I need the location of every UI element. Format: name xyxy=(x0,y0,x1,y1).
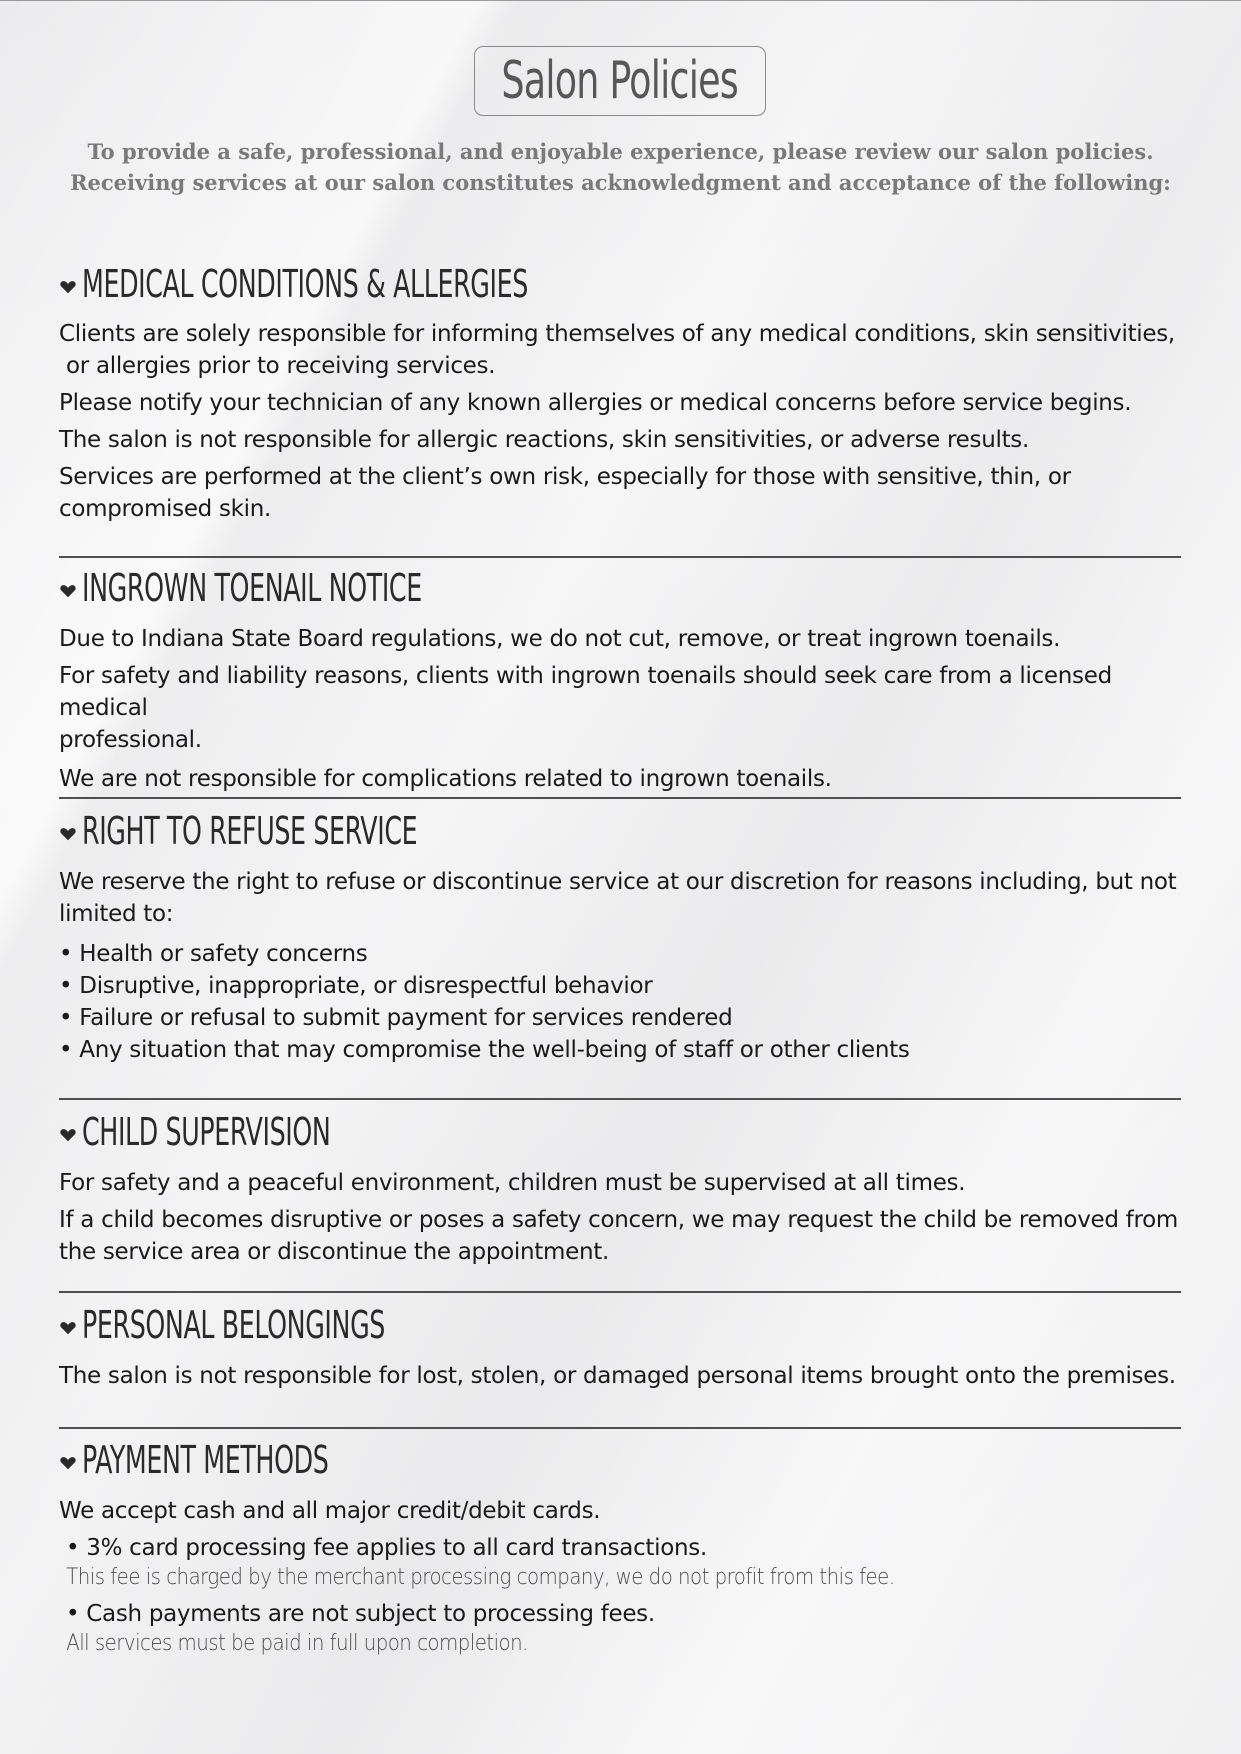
heart-icon xyxy=(59,1319,77,1337)
section-medical-conditions xyxy=(59,262,1181,525)
section-heading xyxy=(59,1303,1181,1347)
section-heading xyxy=(59,809,1181,853)
list-item: • Health or safety concerns xyxy=(59,941,368,967)
section-divider xyxy=(59,797,1181,799)
section-paragraph: compromised skin. xyxy=(59,496,272,522)
section-paragraph: We accept cash and all major credit/debit cards. xyxy=(59,1498,601,1524)
payment-note: This fee is charged by the merchant processing company, we do not profit from this fee. xyxy=(66,1565,895,1590)
section-heading xyxy=(59,262,1181,306)
intro-line: To provide a safe, professional, and enjoyable experience, please review our salon policies. xyxy=(87,139,1154,164)
section-paragraph: We reserve the right to refuse or discontinue service at our discretion for reasons including, but not xyxy=(59,869,1177,895)
page-title-box xyxy=(474,46,766,116)
section-paragraph: The salon is not responsible for lost, stolen, or damaged personal items brought onto the premises. xyxy=(59,1363,1176,1389)
payment-bullet: • Cash payments are not subject to processing fees. xyxy=(59,1601,655,1627)
payment-bullet: • 3% card processing fee applies to all card transactions. xyxy=(59,1535,707,1561)
section-heading-text: PERSONAL BELONGINGS xyxy=(82,1303,386,1347)
section-heading-text: CHILD SUPERVISION xyxy=(82,1110,331,1154)
section-paragraph: The salon is not responsible for allergic reactions, skin sensitivities, or adverse results. xyxy=(59,427,1029,453)
heart-icon xyxy=(59,1454,77,1472)
intro-line: Receiving services at our salon constitutes acknowledgment and acceptance of the following: xyxy=(70,170,1171,195)
section-divider xyxy=(59,556,1181,558)
section-paragraph: limited to: xyxy=(59,901,174,927)
list-item: • Disruptive, inappropriate, or disrespectful behavior xyxy=(59,973,653,999)
section-paragraph: Please notify your technician of any known allergies or medical concerns before service begins. xyxy=(59,390,1132,416)
section-paragraph: For safety and a peaceful environment, children must be supervised at all times. xyxy=(59,1170,966,1196)
payment-note: All services must be paid in full upon completion. xyxy=(66,1631,528,1656)
heart-icon xyxy=(59,278,77,296)
section-paragraph: Due to Indiana State Board regulations, we do not cut, remove, or treat ingrown toenails. xyxy=(59,626,1061,652)
section-heading xyxy=(59,1110,1181,1154)
section-heading xyxy=(59,566,1181,610)
section-payment-methods xyxy=(59,1438,1181,1658)
heart-icon xyxy=(59,1126,77,1144)
section-personal-belongings xyxy=(59,1303,1181,1392)
intro-text xyxy=(40,136,1201,198)
section-ingrown-toenail xyxy=(59,566,1181,795)
section-paragraph: Services are performed at the client’s own risk, especially for those with sensitive, thin, or xyxy=(59,464,1071,490)
section-right-to-refuse xyxy=(59,809,1181,1066)
section-paragraph: or allergies prior to receiving services. xyxy=(59,353,496,379)
heart-icon xyxy=(59,582,77,600)
page-title: Salon Policies xyxy=(501,51,739,111)
list-item: • Any situation that may compromise the well-being of staff or other clients xyxy=(59,1037,910,1063)
section-divider xyxy=(59,1098,1181,1100)
section-heading-text: INGROWN TOENAIL NOTICE xyxy=(82,566,422,610)
section-paragraph: Clients are solely responsible for informing themselves of any medical conditions, skin sensitivities, xyxy=(59,321,1175,347)
section-paragraph: For safety and liability reasons, clients with ingrown toenails should seek care from a licensed medical xyxy=(59,663,1112,721)
section-paragraph: professional. xyxy=(59,727,202,753)
section-paragraph: the service area or discontinue the appointment. xyxy=(59,1239,609,1265)
section-divider xyxy=(59,1427,1181,1429)
heart-icon xyxy=(59,825,77,843)
section-divider xyxy=(59,1291,1181,1293)
section-heading-text: PAYMENT METHODS xyxy=(82,1438,329,1482)
section-heading-text: RIGHT TO REFUSE SERVICE xyxy=(82,809,418,853)
section-paragraph: We are not responsible for complications related to ingrown toenails. xyxy=(59,766,832,792)
section-heading xyxy=(59,1438,1181,1482)
section-paragraph: If a child becomes disruptive or poses a safety concern, we may request the child be removed from xyxy=(59,1207,1179,1233)
section-heading-text: MEDICAL CONDITIONS & ALLERGIES xyxy=(82,262,528,306)
page-top-border xyxy=(0,0,1241,1)
section-child-supervision xyxy=(59,1110,1181,1268)
list-item: • Failure or refusal to submit payment for services rendered xyxy=(59,1005,733,1031)
